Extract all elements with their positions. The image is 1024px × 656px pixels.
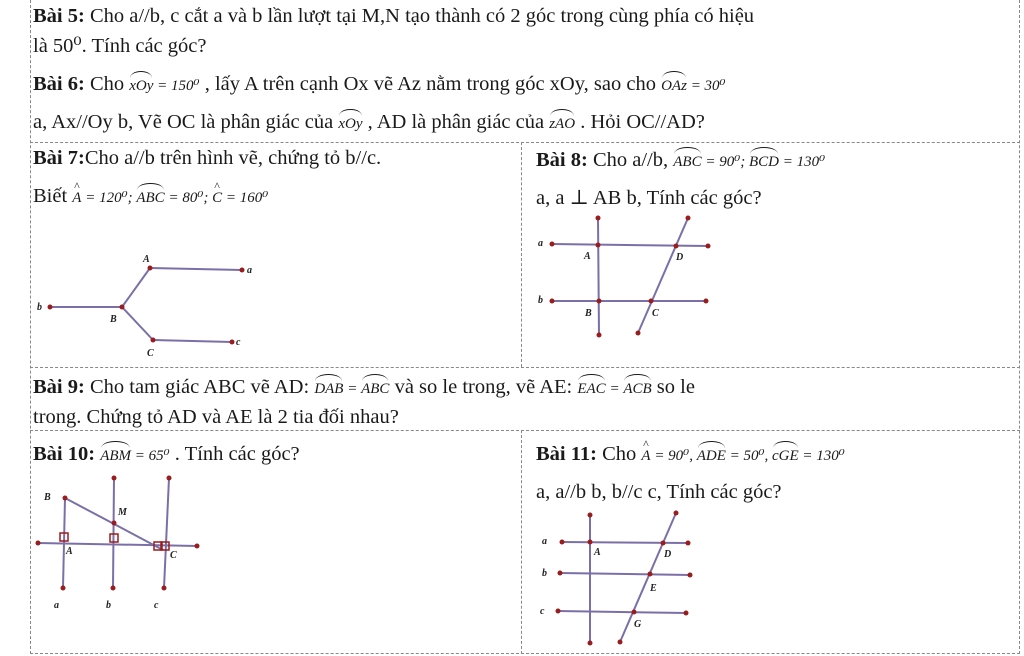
bai6-title: Bài 6: <box>33 73 85 95</box>
bai8-label-a: a <box>538 238 543 249</box>
bai10-title: Bài 10: <box>33 443 96 465</box>
bai10-label-A: A <box>66 546 73 557</box>
bai5-line2: là 50⁰. Tính các góc? <box>33 35 207 57</box>
bai8-label-b: b <box>538 295 543 306</box>
bai11-label-c: c <box>540 606 545 617</box>
bai9-line1: Bài 9: Cho tam giác ABC vẽ AD: DAB = ABC và so le trong, vẽ AE: EAC = ACB so le <box>33 375 695 401</box>
bai10-line-c <box>164 478 169 588</box>
bai7-label-B: B <box>110 314 117 325</box>
bai7-label-b: b <box>37 302 42 313</box>
bai11-label-A: A <box>594 547 601 558</box>
bai7-line-c <box>153 340 232 342</box>
bai11-line2: a, a//b b, b//c c, Tính các góc? <box>536 481 782 503</box>
divider-bai10-top <box>30 430 1020 431</box>
bai8-line-a <box>552 244 708 246</box>
divider-col-10-11 <box>521 430 522 654</box>
bai7-line2: Biết ^ A = 120⁰; ABC = 80⁰; ^ C = 160⁰ <box>33 184 268 210</box>
bai7-label-C: C <box>147 348 154 359</box>
bai11-line-c <box>558 611 686 613</box>
bai10-line-b <box>113 478 114 588</box>
bai11-label-a: a <box>542 536 547 547</box>
bai5-line1: Bài 5: Cho a//b, c cắt a và b lần lượt tại M,N tạo thành có 2 góc trong cùng phía có hiệu <box>33 5 755 27</box>
bai7-line-a <box>150 268 242 270</box>
bai7-label-a: a <box>247 265 252 276</box>
bai11-label-D: D <box>664 549 672 560</box>
bai8-line2: a, a ⊥ AB b, Tính các góc? <box>536 187 762 209</box>
bai10-label-M: M <box>118 507 127 518</box>
bai8-line-ab <box>598 218 599 335</box>
bai9-title: Bài 9: <box>33 376 85 398</box>
bai10-label-c: c <box>154 600 159 611</box>
bai7-label-c: c <box>236 337 241 348</box>
bai7-segment-bc <box>122 307 153 340</box>
bai11-figure <box>530 505 720 655</box>
divider-bai7-top <box>30 142 1020 143</box>
divider-col-7-8 <box>521 142 522 367</box>
bai9-line2: trong. Chứng tỏ AD và AE là 2 tia đối nhau? <box>33 406 399 428</box>
bai11-line1: Bài 11: Cho ^ A = 90⁰, ADE = 50⁰, cGE = 130⁰ <box>536 442 845 468</box>
bai8-line1: Bài 8: Cho a//b, ABC = 90⁰; BCD = 130⁰ <box>536 148 825 174</box>
bai10-line-a <box>63 498 65 588</box>
bai7-line1: Bài 7:Cho a//b trên hình vẽ, chứng tỏ b//c. <box>33 147 382 169</box>
bai8-label-D: D <box>676 252 684 263</box>
bai7-label-A: A <box>143 254 150 265</box>
bai11-line-b <box>560 573 690 575</box>
bai11-line-a <box>562 542 688 543</box>
bai7-segment-ba <box>122 268 150 307</box>
bai8-title: Bài 8: <box>536 149 588 171</box>
bai10-figure <box>30 470 230 620</box>
bai10-label-b: b <box>106 600 111 611</box>
bai7-title: Bài 7: <box>33 147 85 169</box>
bai7-figure <box>30 240 270 370</box>
bai8-label-A: A <box>584 251 591 262</box>
bai6-line1: Bài 6: Cho xOy = 150⁰ , lấy A trên cạnh Ox vẽ Az nằm trong góc xOy, sao cho OAz = 30⁰ <box>33 72 726 98</box>
bai10-label-a: a <box>54 600 59 611</box>
bai11-title: Bài 11: <box>536 443 597 465</box>
bai10-line1: Bài 10: ABM = 65⁰ . Tính các góc? <box>33 442 300 468</box>
bai10-label-B: B <box>44 492 51 503</box>
bai6-line2: a, Ax//Oy b, Vẽ OC là phân giác của xOy , AD là phân giác của zAO . Hỏi OC//AD? <box>33 110 705 136</box>
bai5-title: Bài 5: <box>33 5 85 27</box>
bai10-horizontal-line <box>38 543 197 546</box>
bai8-label-B: B <box>585 308 592 319</box>
bai10-label-C: C <box>170 550 177 561</box>
bai11-label-G: G <box>634 619 642 630</box>
bai8-line-dc <box>638 218 688 333</box>
bai8-figure <box>530 210 730 340</box>
bai11-label-b: b <box>542 568 547 579</box>
bai11-transversal <box>620 513 676 642</box>
bai11-label-E: E <box>650 583 657 594</box>
bai8-label-C: C <box>652 308 659 319</box>
